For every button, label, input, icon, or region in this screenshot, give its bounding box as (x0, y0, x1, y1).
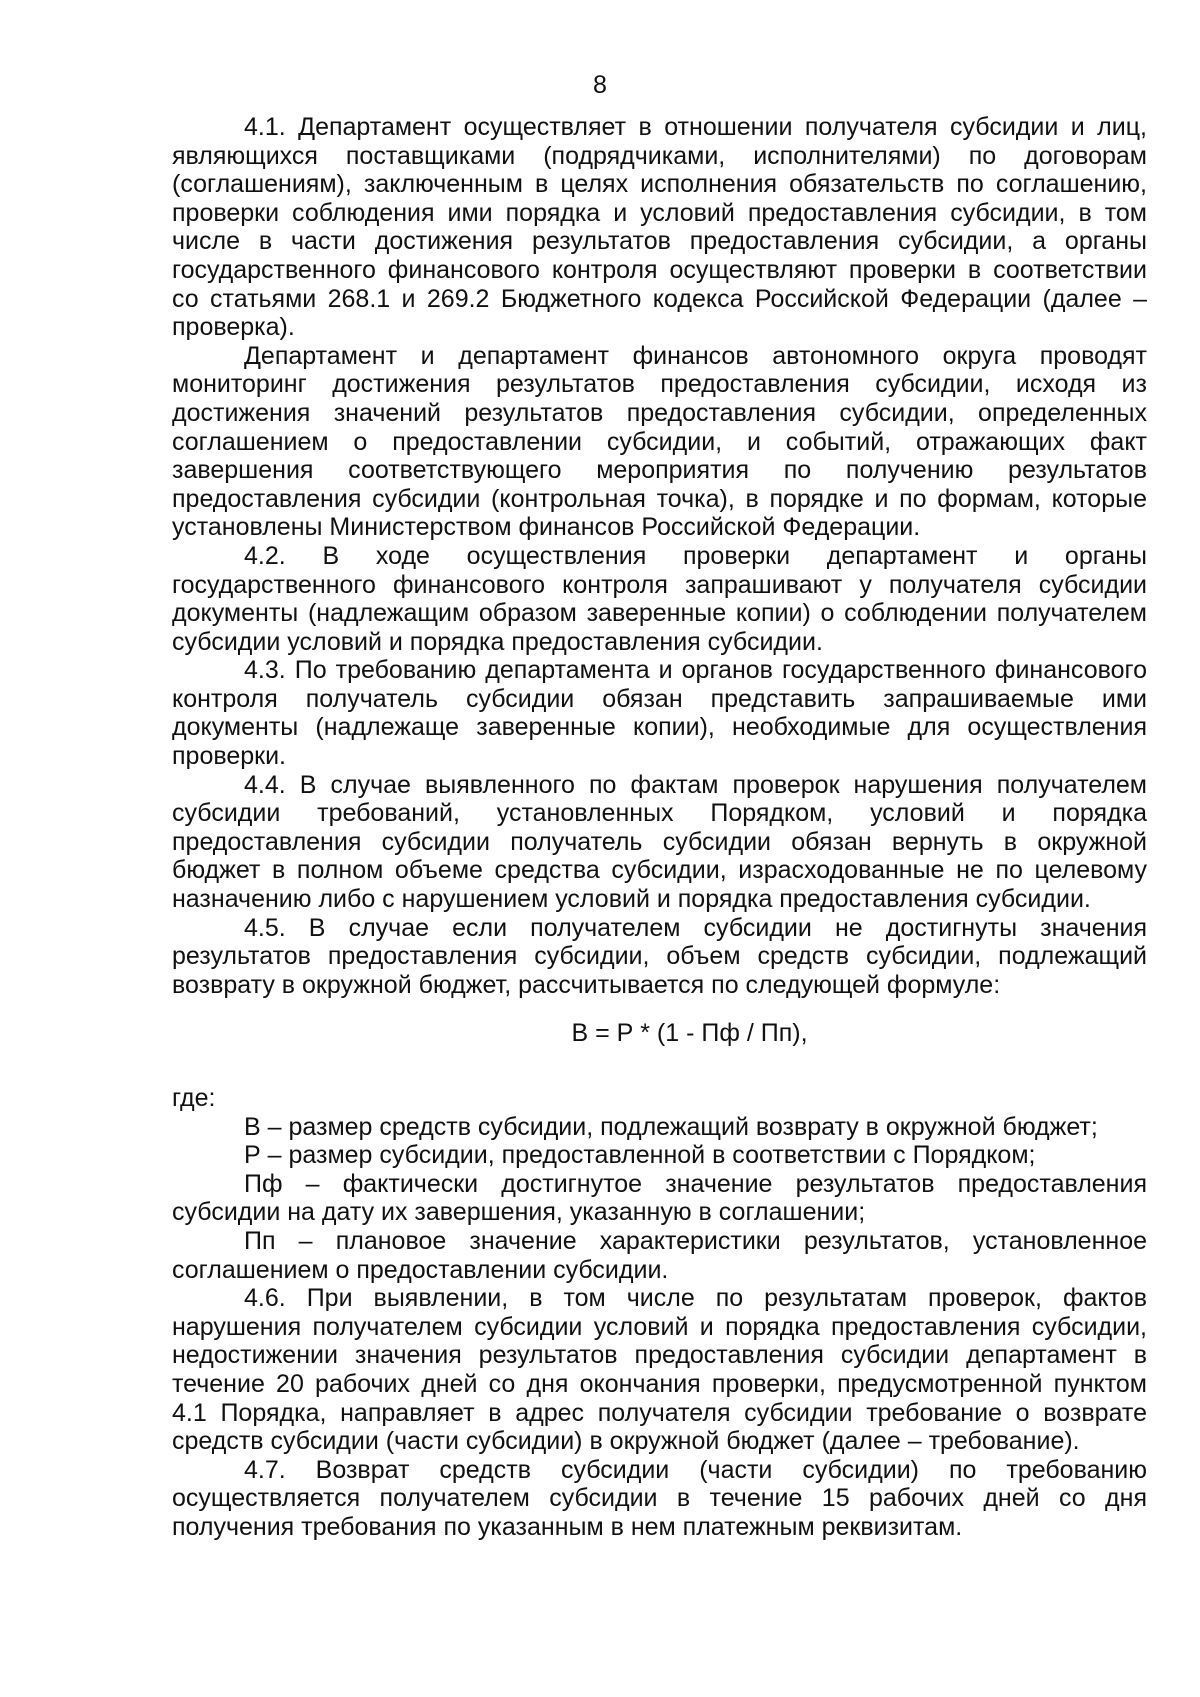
paragraph-4-3: 4.3. По требованию департамента и органов государственного финансового контроля получатель субсидии обязан представить запрашиваемые ими документы (надлежаще заверенные копии), необходимые для осуществления проверки. (172, 656, 1147, 771)
where-label: где: (172, 1084, 216, 1112)
paragraph-4-5: 4.5. В случае если получателем субсидии не достигнуты значения результатов предоставления субсидии, объем средств субсидии, подлежащий возврату в окружной бюджет, рассчитывается по следующей формуле: (172, 913, 1147, 999)
definition-r: Р – размер субсидии, предоставленной в соответствии с Порядком; (244, 1141, 1036, 1170)
paragraph-4-1: 4.1. Департамент осуществляет в отношении получателя субсидии и лиц, являющихся поставщиками (подрядчиками, исполнителями) по договорам (соглашениям), заключенным в целях исполнения обязательств по соглашению, проверки соблюдения ими порядка и условий предоставления субсидии, в том числе в части достижения результатов предоставления субсидии, а органы государственного финансового контроля осуществляют проверки в соответствии со статьями 268.1 и 269.2 Бюджетного кодекса Российской Федерации (далее – проверка). (172, 113, 1147, 342)
paragraph-4-6: 4.6. При выявлении, в том числе по результатам проверок, фактов нарушения получателем субсидии условий и порядка предоставления субсидии, недостижении значения результатов предоставления субсидии департамент в течение 20 рабочих дней со дня окончания проверки, предусмотренной пунктом 4.1 Порядка, направляет в адрес получателя субсидии требование о возврате средств субсидии (части субсидии) в окружной бюджет (далее – требование). (172, 1284, 1147, 1456)
definition-b: В – размер средств субсидии, подлежащий возврату в окружной бюджет; (244, 1112, 1098, 1141)
definition-pp: Пп – плановое значение характеристики результатов, установленное соглашением о предоставлении субсидии. (172, 1226, 1147, 1284)
refund-formula: В = Р * (1 - Пф / Пп), (571, 1019, 808, 1048)
paragraph-4-7: 4.7. Возврат средств субсидии (части субсидии) по требованию осуществляется получателем субсидии в течение 15 рабочих дней со дня получения требования по указанным в нем платежным реквизитам. (172, 1455, 1147, 1541)
paragraph-4-2: 4.2. В ходе осуществления проверки департамент и органы государственного финансового контроля запрашивают у получателя субсидии документы (надлежащим образом заверенные копии) о соблюдении получателем субсидии условий и порядка предоставления субсидии. (172, 541, 1147, 656)
document-body (172, 113, 1147, 1542)
definition-pf: Пф – фактически достигнутое значение результатов предоставления субсидии на дату их завершения, указанную в соглашении; (172, 1169, 1147, 1227)
page-number: 8 (593, 71, 607, 99)
paragraph-4-4: 4.4. В случае выявленного по фактам проверок нарушения получателем субсидии требований, установленных Порядком, условий и порядка предоставления субсидии получатель субсидии обязан вернуть в окружной бюджет в полном объеме средства субсидии, израсходованные не по целевому назначению либо с нарушением условий и порядка предоставления субсидии. (172, 770, 1147, 914)
paragraph-monitoring: Департамент и департамент финансов автономного округа проводят мониторинг достижения результатов предоставления субсидии, исходя из достижения значений результатов предоставления субсидии, определенных соглашением о предоставлении субсидии, и событий, отражающих факт завершения соответствующего мероприятия по получению результатов предоставления субсидии (контрольная точка), в порядке и по формам, которые установлены Министерством финансов Российской Федерации. (172, 341, 1147, 542)
